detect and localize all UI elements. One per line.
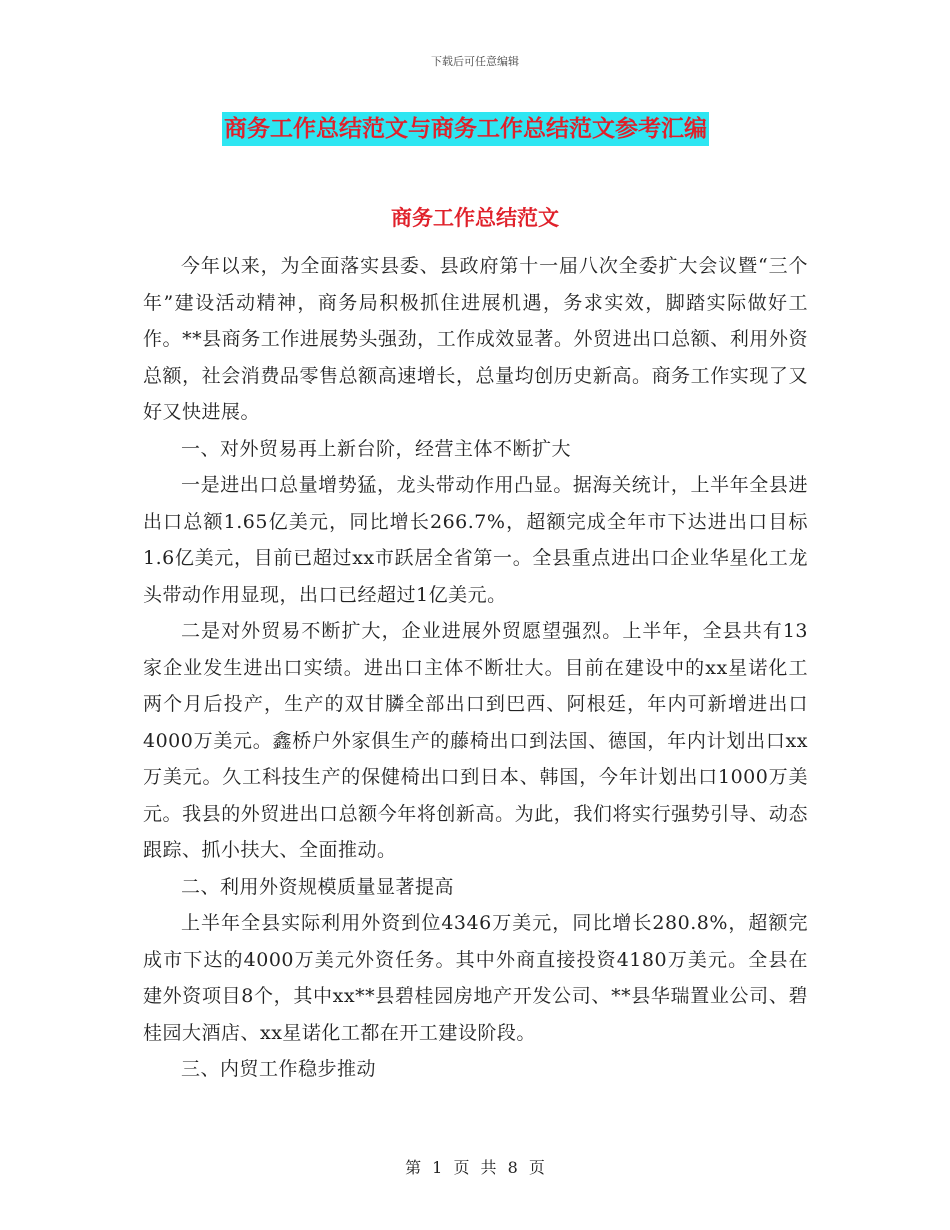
heading-foreign-investment: 二、利用外资规模质量显著提高	[181, 875, 455, 898]
paragraph-foreign-investment: 上半年全县实际利用外资到位4346万美元，同比增长280.8%，超额完成市下达的4000万美元外资任务。其中外商直接投资4180万美元。全县在建外资项目8个，其中xx**县碧桂园房地产开发公司、**县华瑞置业公司、碧桂园大酒店、xx星诺化工都在开工建设阶段。	[143, 912, 808, 1044]
body-text	[143, 248, 808, 1088]
paragraph-import-export-volume: 一是进出口总量增势猛，龙头带动作用凸显。据海关统计，上半年全县进出口总额1.65亿美元，同比增长266.7%，超额完成全年市下达进出口目标1.6亿美元，目前已超过xx市跃居全省第一。全县重点进出口企业华星化工龙头带动作用显现，出口已经超过1亿美元。	[143, 474, 808, 606]
paragraph-trade-expansion: 二是对外贸易不断扩大，企业进展外贸愿望强烈。上半年，全县共有13家企业发生进出口实绩。进出口主体不断壮大。目前在建设中的xx星诺化工两个月后投产，生产的双甘膦全部出口到巴西、阿根廷，年内可新增进出口4000万美元。鑫桥户外家俱生产的藤椅出口到法国、德国，年内计划出口xx万美元。久工科技生产的保健椅出口到日本、韩国，今年计划出口1000万美元。我县的外贸进出口总额今年将创新高。为此，我们将实行强势引导、动态跟踪、抓小扶大、全面推动。	[143, 620, 808, 861]
section-title: 商务工作总结范文	[391, 206, 559, 230]
header-note: 下载后可任意编辑	[431, 55, 519, 68]
page-footer: 第 1 页 共 8 页	[405, 1158, 545, 1177]
paragraph-intro: 今年以来，为全面落实县委、县政府第十一届八次全委扩大会议暨“三个年”建设活动精神，商务局积极抓住进展机遇，务求实效，脚踏实际做好工作。**县商务工作进展势头强劲，工作成效显著。外贸进出口总额、利用外资总额，社会消费品零售总额高速增长，总量均创历史新高。商务工作实现了又好又快进展。	[143, 255, 808, 423]
heading-foreign-trade: 一、对外贸易再上新台阶，经营主体不断扩大	[181, 437, 572, 460]
heading-domestic-trade: 三、内贸工作稳步推动	[181, 1058, 377, 1080]
document-title: 商务工作总结范文与商务工作总结范文参考汇编	[222, 112, 709, 146]
